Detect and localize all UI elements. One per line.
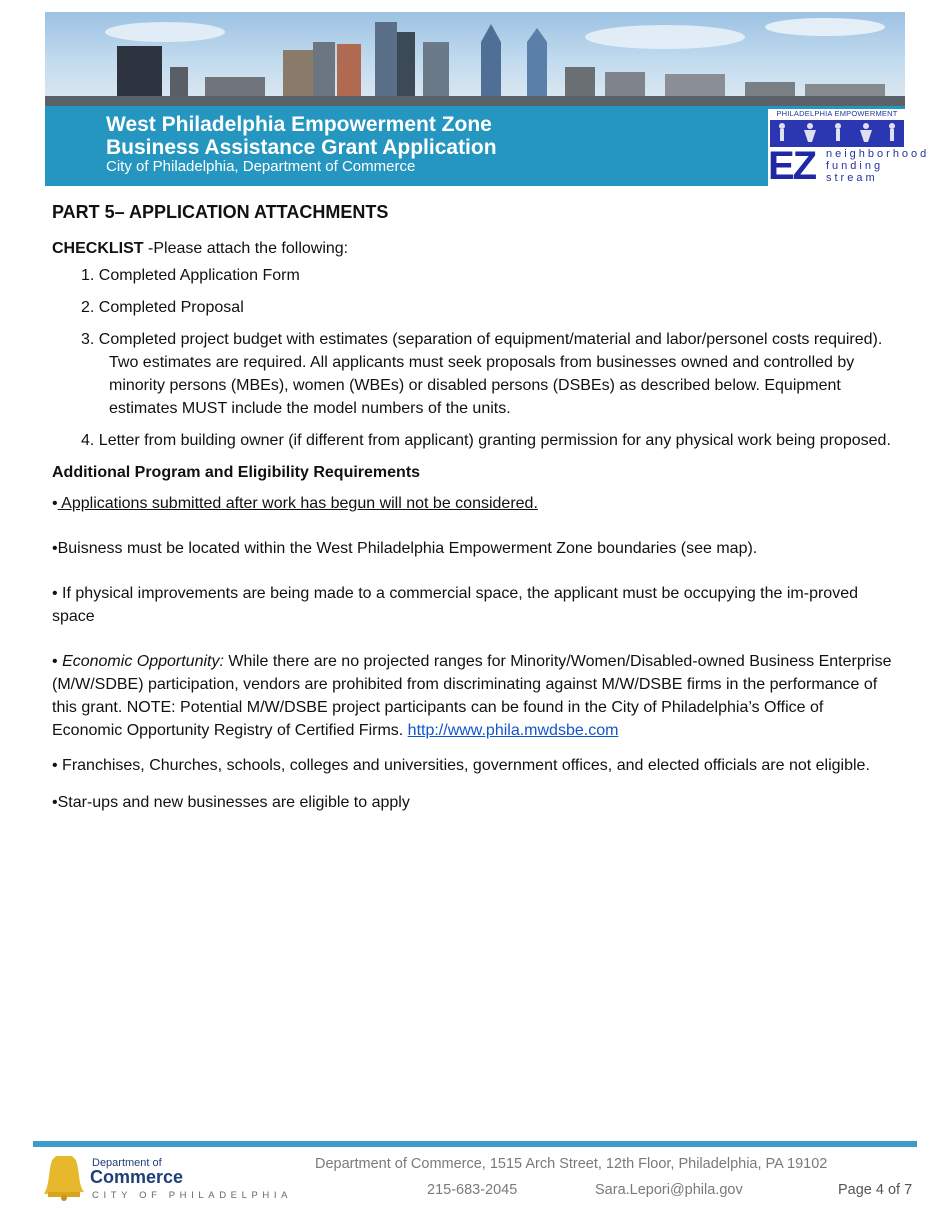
checklist-intro-text: -Please attach the following:: [143, 240, 349, 257]
page-number: Page 4 of 7: [838, 1182, 913, 1198]
ez-logo-word-1: neighborhood: [826, 148, 930, 160]
ez-logo-top-text: PHILADELPHIA EMPOWERMENT: [776, 109, 898, 118]
requirement-item: [52, 537, 897, 560]
requirement-text: If physical improvements are being made to a commercial space, the applicant must be occupying the im-proved space: [52, 585, 858, 625]
requirement-item: [52, 650, 897, 742]
section-title: PART 5– APPLICATION ATTACHMENTS: [52, 202, 389, 222]
header-skyline-image: [45, 12, 905, 106]
mwdsbe-registry-link[interactable]: http://www.phila.mwdsbe.com: [407, 722, 619, 739]
footer-email: Sara.Lepori@phila.gov: [595, 1182, 743, 1198]
commerce-logo-line2: Commerce: [90, 1167, 184, 1187]
commerce-logo: [42, 1152, 302, 1204]
ez-logo-word-3: stream: [826, 172, 878, 184]
checklist-item: 4. Letter from building owner (if different from applicant) granting permission for any physical work being proposed.: [81, 432, 891, 449]
requirement-text: Applications submitted after work has begun will not be considered.: [57, 495, 538, 512]
commerce-logo-line1: Department of: [92, 1157, 162, 1169]
requirement-text: Star-ups and new businesses are eligible to apply: [57, 794, 410, 811]
header-title-line1: West Philadelphia Empowerment Zone: [106, 113, 492, 136]
ez-logo-letters: EZ: [768, 144, 816, 188]
footer-address: Department of Commerce, 1515 Arch Street, 12th Floor, Philadelphia, PA 19102: [315, 1156, 828, 1172]
checklist-item: 1. Completed Application Form: [81, 267, 300, 284]
ez-logo-word-2: funding: [826, 160, 884, 172]
bullet: •: [52, 757, 58, 774]
footer-phone: 215-683-2045: [427, 1182, 518, 1198]
commerce-logo-line3: CITY OF PHILADELPHIA: [92, 1190, 293, 1201]
footer-divider: [33, 1141, 917, 1147]
requirement-text: While there are no projected ranges for Minority/Women/Disabled-owned Business Enterprise (M/W/SDBE) participation, vendors are prohibited from discriminating against M/W/DSBE firms in the performance of this grant. NOTE: Potential M/W/DSBE project participants can be found in the City of Philadelphia’s Office of Economic Opportunity Registry of Certified Firms.: [52, 653, 892, 739]
requirement-item: [52, 791, 897, 814]
checklist-item: 3. Completed project budget with estimates (separation of equipment/material and labor/personel costs required). Two estimates are required. All applicants must seek proposals from businesses owned and controlled by minority persons (MBEs), women (WBEs) or disabled persons (DSBEs) as described below. Equipment estimates MUST include the model numbers of the units.: [81, 331, 883, 417]
checklist: [52, 264, 897, 452]
checklist-label: CHECKLIST: [52, 240, 144, 257]
bullet: •: [52, 794, 58, 811]
requirement-text: Franchises, Churches, schools, colleges and universities, government offices, and elected officials are not eligible.: [57, 757, 870, 774]
economic-opportunity-label: Economic Opportunity:: [62, 653, 224, 670]
header-subtitle: City of Philadelphia, Department of Commerce: [106, 158, 416, 175]
header-banner: [45, 106, 930, 188]
checklist-intro: [52, 237, 897, 260]
requirement-text: Buisness must be located within the West Philadelphia Empowerment Zone boundaries (see map).: [57, 540, 758, 557]
header-title-line2: Business Assistance Grant Application: [106, 136, 497, 159]
bullet: •: [52, 585, 58, 602]
ez-logo-figures-icon: [770, 120, 904, 147]
requirement-item: [52, 754, 897, 777]
document-body: [52, 198, 897, 836]
liberty-bell-icon: [42, 1152, 86, 1202]
additional-requirements-heading: Additional Program and Eligibility Requirements: [52, 464, 421, 481]
ez-logo: [768, 109, 930, 188]
bullet: •: [52, 540, 58, 557]
requirement-item: [52, 582, 897, 628]
bullet: •: [52, 653, 58, 670]
checklist-item: 2. Completed Proposal: [81, 299, 244, 316]
requirement-item: [52, 492, 897, 515]
bullet: •: [52, 495, 58, 512]
